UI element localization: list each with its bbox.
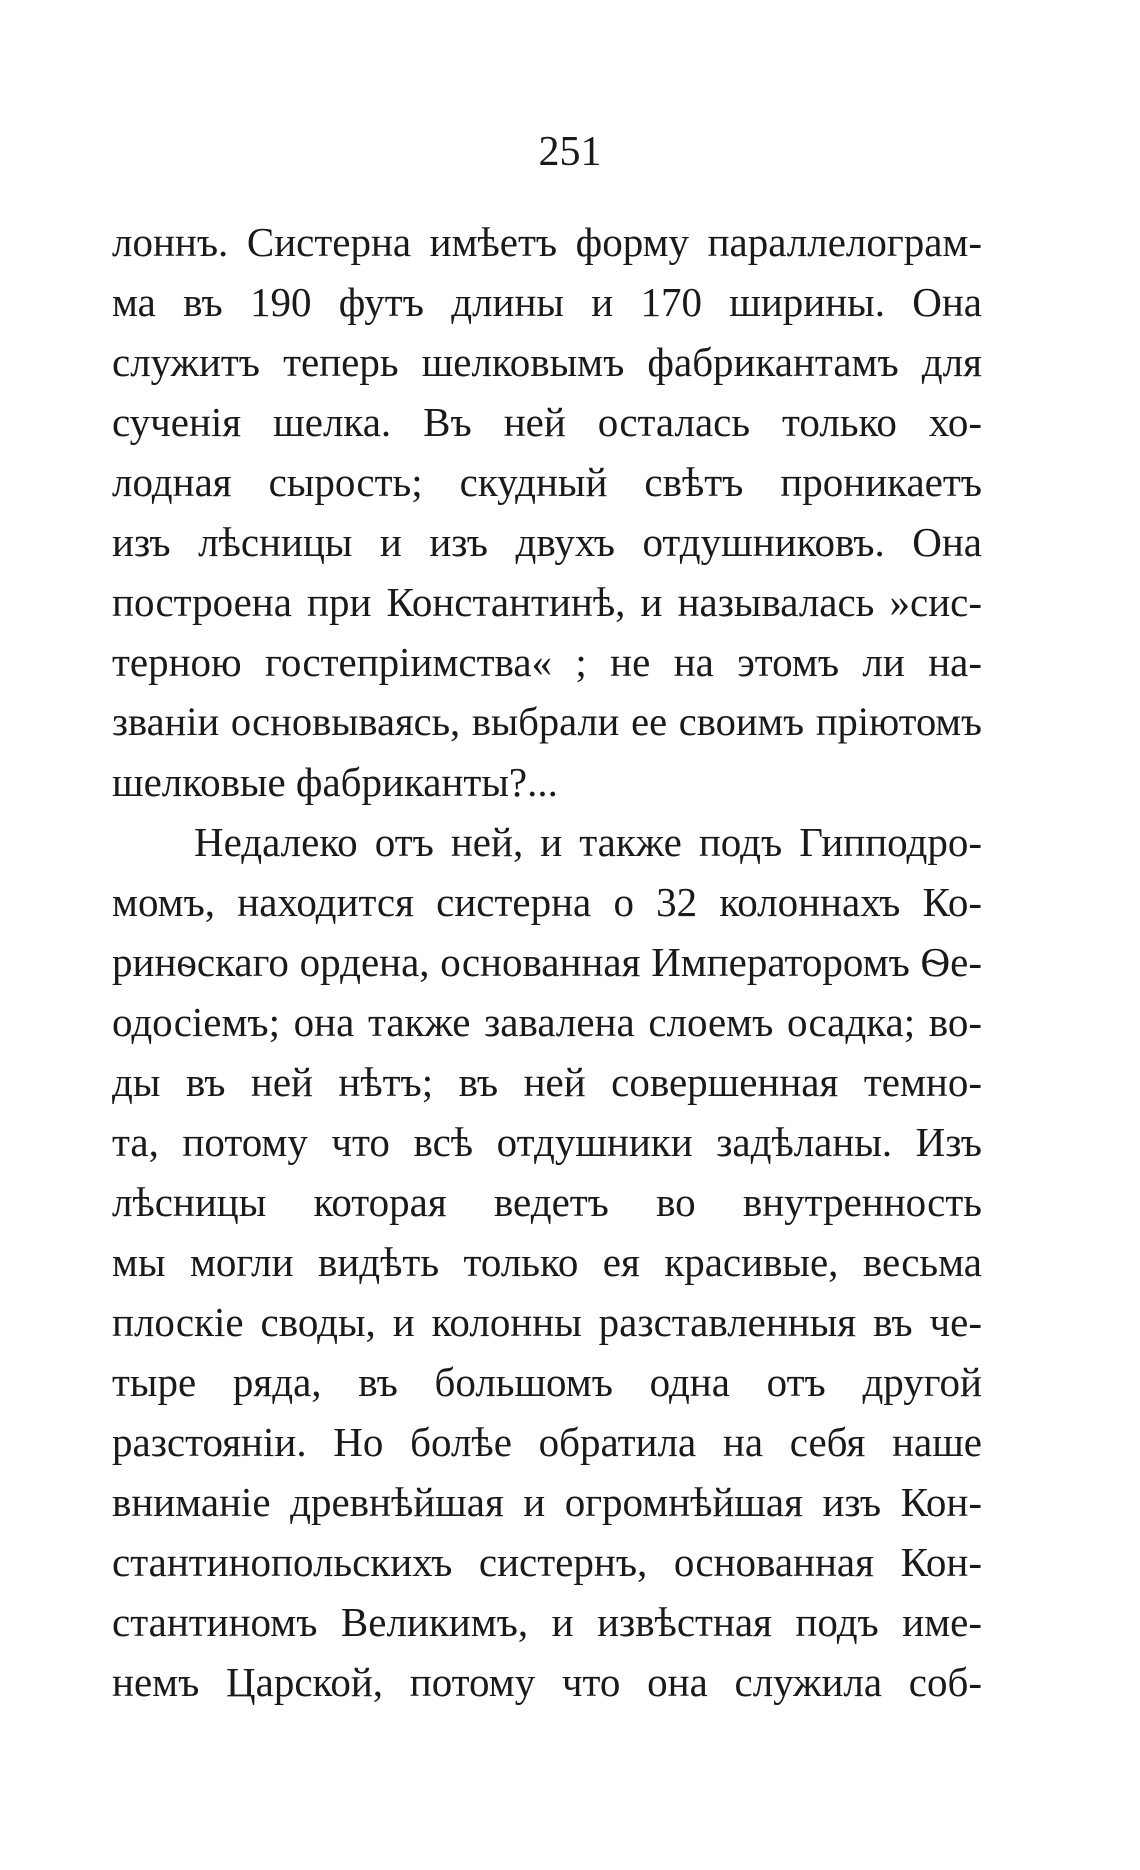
text-line: построена при Константинѣ, и называлась »сис- [112,579,982,625]
text-line: шелковые фабриканты?... [112,759,558,805]
text-line: немъ Царской, потому что она служила соб- [112,1659,982,1705]
text-line: момъ, находится систерна о 32 колоннахъ Ко- [112,879,982,925]
paragraph-2 [112,812,982,1712]
text-line: мы могли видѣть только ея красивые, весьма [112,1239,982,1285]
text-line: званіи основываясь, выбрали ее своимъ пріютомъ [112,699,982,744]
paragraph-1 [112,212,982,812]
text-line: ринѳскаго ордена, основанная Императоромъ Ѳе- [112,939,982,985]
body-text [112,212,982,1712]
text-line: ма въ 190 футъ длины и 170 ширины. Она [112,279,982,325]
text-line: вниманіе древнѣйшая и огромнѣйшая изъ Кон- [112,1479,982,1525]
text-line: лоннъ. Систерна имѣетъ форму параллелограм- [112,219,982,265]
text-line: Недалеко отъ ней, и также подъ Гипподро- [194,819,982,865]
text-line: стантинопольскихъ систернъ, основанная Кон- [112,1539,982,1585]
text-line: тыре ряда, въ большомъ одна отъ другой [112,1359,982,1405]
text-line: стантиномъ Великимъ, и извѣстная подъ име- [112,1599,982,1645]
text-line: служитъ теперь шелковымъ фабрикантамъ для [112,339,982,385]
text-line: терною гостепріимства« ; не на этомъ ли на- [112,639,982,685]
text-line: лѣсницы которая ведетъ во внутренность [112,1179,982,1225]
text-line: одосіемъ; она также завалена слоемъ осадка; во- [112,999,982,1045]
text-line: плоскіе своды, и колонны разставленныя въ че- [112,1299,982,1345]
text-line: изъ лѣсницы и изъ двухъ отдушниковъ. Она [112,519,982,565]
text-line: сученія шелка. Въ ней осталась только хо- [112,399,982,445]
text-line: разстояніи. Но болѣе обратила на себя наше [112,1419,982,1465]
page-number: 251 [538,129,602,175]
text-line: лодная сырость; скудный свѣтъ проникаетъ [112,459,982,505]
text-line: ды въ ней нѣтъ; въ ней совершенная темно- [112,1059,982,1105]
text-line: та, потому что всѣ отдушники задѣланы. Изъ [112,1119,982,1165]
